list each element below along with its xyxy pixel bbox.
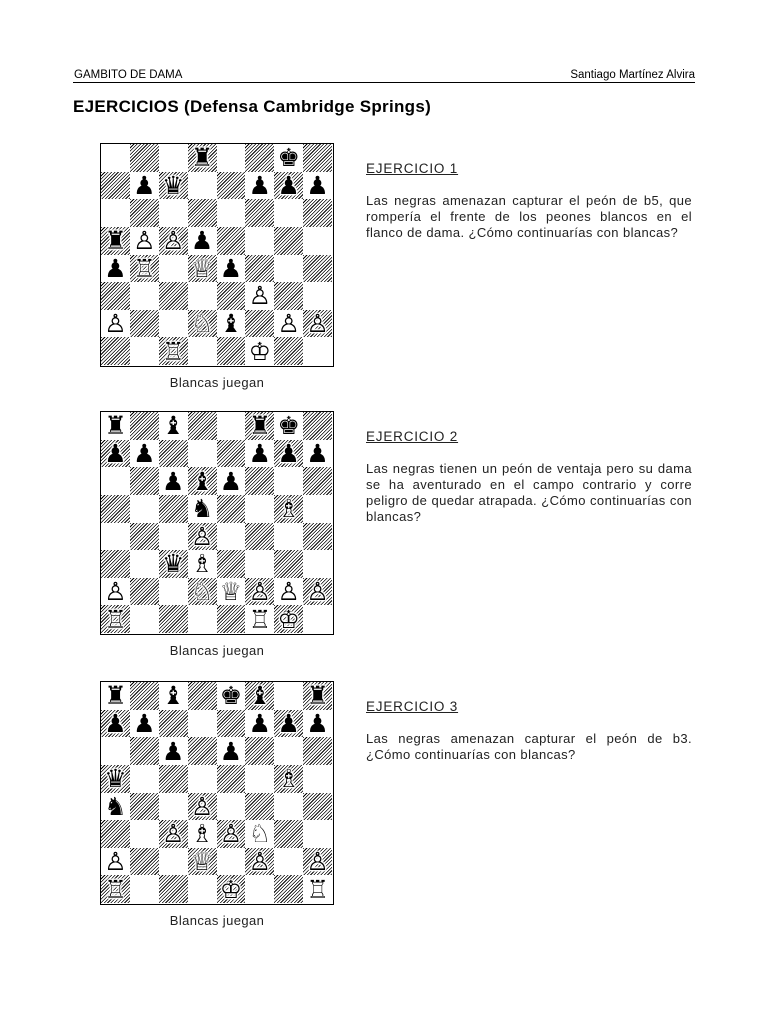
board-square: [159, 282, 188, 310]
white-pawn-icon: ♙: [306, 309, 329, 338]
board-square: [274, 737, 303, 765]
board-square: [159, 875, 188, 903]
board-square: [303, 765, 332, 793]
board-square: [217, 467, 246, 495]
board-square: [245, 227, 274, 255]
board-square: [101, 578, 130, 606]
board-square: [303, 682, 332, 710]
white-king-icon: ♔: [277, 605, 300, 633]
board-square: [188, 310, 217, 338]
board-square: [188, 605, 217, 633]
board-square: [303, 820, 332, 848]
board-square: [188, 255, 217, 283]
board-square: [130, 737, 159, 765]
board-square: [159, 255, 188, 283]
board-square: [101, 337, 130, 365]
white-pawn-icon: ♙: [248, 577, 272, 606]
board-square: [188, 578, 217, 606]
black-pawn-icon: ♟: [306, 709, 329, 738]
board-square: [274, 578, 303, 606]
black-pawn-icon: ♟: [104, 709, 127, 738]
chess-diagram: [100, 143, 334, 367]
board-square: [101, 682, 130, 710]
board-square: [130, 467, 159, 495]
board-square: [101, 875, 130, 903]
black-pawn-icon: ♟: [161, 737, 185, 765]
board-square: [245, 412, 274, 440]
board-square: [159, 523, 188, 551]
board-square: [217, 875, 246, 903]
board-square: [274, 875, 303, 903]
board-square: [303, 310, 332, 338]
board-square: [130, 523, 159, 551]
board-square: [303, 255, 332, 283]
white-pawn-icon: ♙: [104, 847, 127, 876]
board-square: [245, 199, 274, 227]
board-square: [101, 255, 130, 283]
board-square: [130, 578, 159, 606]
white-rook-icon: ♖: [133, 254, 156, 283]
board-square: [101, 710, 130, 738]
board-square: [303, 440, 332, 468]
board-square: [159, 310, 188, 338]
black-knight-icon: ♞: [104, 792, 127, 821]
board-square: [130, 793, 159, 821]
board-square: [217, 848, 246, 876]
black-queen-icon: ♛: [104, 764, 127, 793]
white-king-icon: ♔: [248, 337, 272, 365]
exercise-text: Las negras amenazan capturar el peón de b3. ¿Cómo continuarías con blancas?: [366, 731, 692, 762]
board-square: [159, 682, 188, 710]
board-square: [303, 737, 332, 765]
board-square: [217, 255, 246, 283]
black-rook-icon: ♜: [104, 682, 127, 710]
board-square: [188, 550, 217, 578]
board-square: [245, 605, 274, 633]
board-square: [274, 765, 303, 793]
board-square: [217, 605, 246, 633]
board-square: [217, 440, 246, 468]
board-square: [130, 227, 159, 255]
board-square: [130, 848, 159, 876]
board-square: [101, 848, 130, 876]
chess-diagram: [100, 681, 334, 905]
board-square: [303, 848, 332, 876]
board-square: [188, 820, 217, 848]
board-square: [245, 282, 274, 310]
chessboard: [101, 144, 332, 365]
white-pawn-icon: ♙: [161, 820, 185, 848]
board-square: [159, 495, 188, 523]
white-pawn-icon: ♙: [133, 226, 156, 255]
board-square: [188, 710, 217, 738]
black-king-icon: ♚: [277, 412, 300, 440]
board-square: [159, 820, 188, 848]
board-square: [303, 875, 332, 903]
board-square: [101, 227, 130, 255]
board-square: [245, 737, 274, 765]
board-square: [274, 172, 303, 200]
board-square: [159, 412, 188, 440]
board-square: [159, 172, 188, 200]
board-square: [159, 765, 188, 793]
board-square: [101, 523, 130, 551]
board-square: [245, 710, 274, 738]
board-square: [274, 605, 303, 633]
board-square: [101, 172, 130, 200]
black-pawn-icon: ♟: [277, 709, 300, 738]
chessboard: [101, 412, 332, 633]
black-pawn-icon: ♟: [306, 439, 329, 468]
board-square: [217, 550, 246, 578]
board-square: [101, 412, 130, 440]
board-square: [245, 875, 274, 903]
diagram-caption: Blancas juegan: [169, 913, 265, 928]
white-queen-icon: ♕: [190, 847, 214, 876]
board-square: [159, 793, 188, 821]
board-square: [159, 578, 188, 606]
board-square: [159, 710, 188, 738]
board-square: [303, 605, 332, 633]
white-pawn-icon: ♙: [190, 792, 214, 821]
board-square: [101, 820, 130, 848]
chess-diagram: [100, 411, 334, 635]
board-square: [188, 467, 217, 495]
white-pawn-icon: ♙: [306, 577, 329, 606]
black-pawn-icon: ♟: [219, 254, 243, 283]
exercise-title: EJERCICIO 3: [366, 699, 459, 714]
white-king-icon: ♔: [219, 875, 243, 903]
board-square: [130, 282, 159, 310]
board-square: [217, 172, 246, 200]
header-book-title: GAMBITO DE DAMA: [74, 69, 183, 81]
black-queen-icon: ♛: [161, 550, 185, 578]
black-bishop-icon: ♝: [190, 467, 214, 495]
board-square: [303, 550, 332, 578]
board-square: [159, 337, 188, 365]
board-square: [245, 440, 274, 468]
white-pawn-icon: ♙: [248, 282, 272, 310]
board-square: [303, 710, 332, 738]
board-square: [130, 820, 159, 848]
white-pawn-icon: ♙: [190, 522, 214, 551]
board-square: [274, 710, 303, 738]
board-square: [101, 793, 130, 821]
board-square: [303, 467, 332, 495]
board-square: [217, 710, 246, 738]
white-pawn-icon: ♙: [277, 577, 300, 606]
exercise-1: [0, 143, 768, 403]
board-square: [245, 848, 274, 876]
board-square: [217, 282, 246, 310]
diagram-caption: Blancas juegan: [169, 643, 265, 658]
board-square: [245, 467, 274, 495]
white-pawn-icon: ♙: [248, 847, 272, 876]
black-rook-icon: ♜: [104, 226, 127, 255]
white-rook-icon: ♖: [248, 605, 272, 633]
board-square: [245, 820, 274, 848]
black-pawn-icon: ♟: [219, 737, 243, 765]
board-square: [130, 710, 159, 738]
black-pawn-icon: ♟: [248, 709, 272, 738]
exercise-text: Las negras amenazan capturar el peón de b5, que rompería el frente de los peones blancos en el flanco de dama. ¿Cómo continuarías con blancas?: [366, 193, 692, 240]
white-rook-icon: ♖: [104, 605, 127, 633]
board-square: [274, 793, 303, 821]
white-pawn-icon: ♙: [306, 847, 329, 876]
black-pawn-icon: ♟: [190, 226, 214, 255]
black-pawn-icon: ♟: [104, 439, 127, 468]
white-knight-icon: ♘: [190, 577, 214, 606]
board-square: [303, 578, 332, 606]
board-square: [159, 605, 188, 633]
black-bishop-icon: ♝: [161, 682, 185, 710]
board-square: [274, 144, 303, 172]
board-square: [217, 820, 246, 848]
black-bishop-icon: ♝: [161, 412, 185, 440]
board-square: [274, 467, 303, 495]
board-square: [130, 255, 159, 283]
board-square: [274, 310, 303, 338]
board-square: [274, 820, 303, 848]
board-square: [188, 282, 217, 310]
white-rook-icon: ♖: [161, 337, 185, 365]
white-knight-icon: ♘: [190, 309, 214, 338]
black-king-icon: ♚: [219, 682, 243, 710]
exercise-text: Las negras tienen un peón de ventaja pero su dama se ha aventurado en el campo contrario y corre peligro de quedar atrapada. ¿Cómo continuarías con blancas?: [366, 461, 692, 524]
board-square: [245, 550, 274, 578]
board-square: [188, 337, 217, 365]
board-square: [130, 682, 159, 710]
board-square: [303, 144, 332, 172]
white-pawn-icon: ♙: [161, 226, 185, 255]
board-square: [303, 793, 332, 821]
board-square: [101, 144, 130, 172]
board-square: [188, 737, 217, 765]
white-rook-icon: ♖: [306, 875, 329, 903]
diagram-caption: Blancas juegan: [169, 375, 265, 390]
black-pawn-icon: ♟: [133, 439, 156, 468]
board-square: [159, 199, 188, 227]
board-square: [245, 523, 274, 551]
white-bishop-icon: ♗: [190, 550, 214, 578]
board-square: [245, 578, 274, 606]
board-square: [217, 310, 246, 338]
black-pawn-icon: ♟: [133, 171, 156, 200]
black-pawn-icon: ♟: [277, 439, 300, 468]
header-author: Santiago Martínez Alvira: [570, 69, 695, 81]
board-square: [159, 227, 188, 255]
board-square: [101, 282, 130, 310]
white-pawn-icon: ♙: [277, 309, 300, 338]
board-square: [217, 199, 246, 227]
white-bishop-icon: ♗: [277, 764, 300, 793]
board-square: [159, 440, 188, 468]
black-pawn-icon: ♟: [219, 467, 243, 495]
board-square: [217, 737, 246, 765]
black-pawn-icon: ♟: [277, 171, 300, 200]
black-bishop-icon: ♝: [248, 682, 272, 710]
white-pawn-icon: ♙: [104, 309, 127, 338]
black-pawn-icon: ♟: [248, 171, 272, 200]
board-square: [188, 523, 217, 551]
board-square: [274, 848, 303, 876]
board-square: [188, 440, 217, 468]
black-rook-icon: ♜: [190, 144, 214, 172]
board-square: [130, 495, 159, 523]
board-square: [274, 495, 303, 523]
board-square: [274, 199, 303, 227]
board-square: [245, 337, 274, 365]
black-king-icon: ♚: [277, 144, 300, 172]
board-square: [101, 605, 130, 633]
board-square: [274, 550, 303, 578]
board-square: [217, 765, 246, 793]
black-pawn-icon: ♟: [161, 467, 185, 495]
board-square: [130, 412, 159, 440]
board-square: [245, 255, 274, 283]
board-square: [130, 337, 159, 365]
board-square: [245, 793, 274, 821]
board-square: [130, 144, 159, 172]
white-pawn-icon: ♙: [104, 577, 127, 606]
board-square: [188, 875, 217, 903]
board-square: [217, 495, 246, 523]
board-square: [130, 765, 159, 793]
board-square: [274, 227, 303, 255]
board-square: [274, 337, 303, 365]
board-square: [188, 848, 217, 876]
board-square: [217, 144, 246, 172]
board-square: [101, 310, 130, 338]
board-square: [188, 765, 217, 793]
board-square: [217, 227, 246, 255]
running-header: [73, 68, 695, 83]
board-square: [217, 682, 246, 710]
board-square: [303, 337, 332, 365]
exercise-title: EJERCICIO 2: [366, 429, 459, 444]
board-square: [188, 682, 217, 710]
board-square: [245, 682, 274, 710]
board-square: [303, 523, 332, 551]
board-square: [274, 412, 303, 440]
board-square: [245, 144, 274, 172]
black-pawn-icon: ♟: [248, 439, 272, 468]
board-square: [217, 523, 246, 551]
board-square: [274, 282, 303, 310]
board-square: [101, 737, 130, 765]
board-square: [130, 310, 159, 338]
board-square: [217, 337, 246, 365]
board-square: [188, 199, 217, 227]
board-square: [274, 440, 303, 468]
board-square: [159, 848, 188, 876]
board-square: [188, 144, 217, 172]
board-square: [159, 144, 188, 172]
board-square: [101, 467, 130, 495]
exercise-2: [0, 411, 768, 671]
white-pawn-icon: ♙: [219, 820, 243, 848]
black-queen-icon: ♛: [161, 171, 185, 200]
board-square: [217, 412, 246, 440]
black-pawn-icon: ♟: [104, 254, 127, 283]
board-square: [303, 227, 332, 255]
board-square: [188, 793, 217, 821]
board-square: [159, 467, 188, 495]
white-rook-icon: ♖: [104, 875, 127, 903]
chessboard: [101, 682, 332, 903]
board-square: [101, 495, 130, 523]
white-queen-icon: ♕: [219, 577, 243, 606]
board-square: [130, 875, 159, 903]
board-square: [245, 495, 274, 523]
board-square: [188, 495, 217, 523]
black-rook-icon: ♜: [306, 682, 329, 710]
board-square: [101, 550, 130, 578]
board-square: [245, 172, 274, 200]
board-square: [188, 227, 217, 255]
board-square: [217, 578, 246, 606]
exercise-3: [0, 681, 768, 941]
board-square: [101, 199, 130, 227]
board-square: [101, 765, 130, 793]
black-bishop-icon: ♝: [219, 309, 243, 338]
board-square: [130, 550, 159, 578]
board-square: [188, 412, 217, 440]
board-square: [130, 172, 159, 200]
board-square: [274, 255, 303, 283]
board-square: [101, 440, 130, 468]
board-square: [159, 550, 188, 578]
white-bishop-icon: ♗: [190, 820, 214, 848]
white-queen-icon: ♕: [190, 254, 214, 283]
black-knight-icon: ♞: [190, 494, 214, 523]
board-square: [303, 199, 332, 227]
white-bishop-icon: ♗: [277, 494, 300, 523]
board-square: [188, 172, 217, 200]
board-square: [245, 310, 274, 338]
board-square: [274, 523, 303, 551]
board-square: [217, 793, 246, 821]
white-knight-icon: ♘: [248, 820, 272, 848]
board-square: [159, 737, 188, 765]
page-title: EJERCICIOS (Defensa Cambridge Springs): [73, 97, 432, 116]
board-square: [245, 765, 274, 793]
board-square: [130, 440, 159, 468]
board-square: [130, 605, 159, 633]
board-square: [274, 682, 303, 710]
board-square: [303, 172, 332, 200]
black-pawn-icon: ♟: [306, 171, 329, 200]
black-pawn-icon: ♟: [133, 709, 156, 738]
board-square: [303, 495, 332, 523]
board-square: [303, 412, 332, 440]
black-rook-icon: ♜: [248, 412, 272, 440]
board-square: [130, 199, 159, 227]
black-rook-icon: ♜: [104, 412, 127, 440]
exercise-title: EJERCICIO 1: [366, 161, 459, 176]
board-square: [303, 282, 332, 310]
